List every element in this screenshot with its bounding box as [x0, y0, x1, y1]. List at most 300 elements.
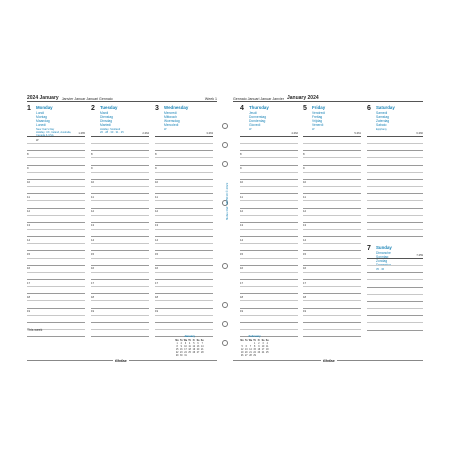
day-header: [367, 244, 423, 284]
day-translation: Mercoledì: [164, 123, 179, 128]
ruled-line: [240, 150, 298, 151]
calendar-day: 19: [240, 351, 244, 354]
hour-label: 10: [303, 180, 307, 185]
ruled-line: [91, 279, 149, 280]
hour-label: 15: [155, 251, 159, 256]
calendar-day: 6: [245, 345, 247, 348]
hour-label: 13: [155, 223, 159, 228]
day-column-friday[interactable]: [303, 104, 361, 314]
day-name-translations: [249, 111, 266, 127]
day-name: Wednesday: [164, 105, 189, 110]
ruled-line: [303, 336, 361, 337]
ruled-line: [91, 315, 149, 316]
ruled-line: [155, 179, 213, 180]
day-of-year-count: 5-361: [354, 132, 361, 135]
ruled-line: [303, 272, 361, 273]
ruled-line: [27, 136, 85, 137]
binder-hole: [222, 263, 228, 269]
hour-label: 9: [303, 166, 305, 171]
ruled-line: [240, 215, 298, 216]
this-week-label: This week: [27, 328, 43, 332]
calendar-day: 16: [180, 348, 183, 351]
ruled-line: [367, 322, 423, 323]
calendar-day: 23: [257, 351, 261, 354]
weekday-header: Tu: [179, 339, 183, 342]
day-number: 4: [240, 105, 244, 112]
calendar-day: 15: [253, 348, 256, 351]
hour-label: 13: [91, 223, 95, 228]
calendar-day: 25: [188, 351, 191, 354]
ruled-line: [303, 215, 361, 216]
binder-hole: [222, 302, 228, 308]
ruled-line: [240, 300, 298, 301]
hour-label: 18: [155, 294, 159, 299]
hour-label: 19: [303, 309, 307, 314]
day-of-year-count: 3-363: [206, 132, 213, 135]
hour-label: 9: [91, 166, 93, 171]
calendar-day: 29: [253, 355, 256, 358]
ruled-line: [27, 150, 85, 151]
ruled-line: [240, 222, 298, 223]
day-number: 6: [367, 105, 371, 112]
ruled-line: [91, 229, 149, 230]
calendar-day: 24: [261, 351, 265, 354]
weekday-header: Sa: [196, 339, 200, 342]
weekday-header: Th: [188, 339, 192, 342]
ruled-line: [240, 208, 298, 209]
day-column-tuesday[interactable]: [91, 104, 149, 314]
ruled-line: [240, 243, 298, 244]
ruled-line: [367, 229, 423, 230]
day-name-translations: [376, 111, 389, 127]
day-note: 35 · 36: [376, 268, 385, 271]
hour-label: 16: [240, 266, 244, 271]
calendar-day: 4: [189, 342, 191, 345]
day-name: Friday: [312, 105, 326, 110]
ruled-line: [303, 208, 361, 209]
calendar-day: 19: [192, 348, 196, 351]
ruled-line: [91, 157, 149, 158]
day-header: [27, 104, 85, 144]
ruled-line: [240, 329, 298, 330]
binder-hole: [222, 123, 228, 129]
day-translation: Sonntag: [376, 255, 389, 260]
weekday-header: Fr: [257, 339, 260, 342]
hour-label: 14: [27, 237, 31, 242]
ruled-line: [91, 243, 149, 244]
right-brand-logo: filofax: [323, 358, 335, 363]
ruled-line: [240, 186, 298, 187]
day-translation: Montag: [36, 115, 47, 120]
hour-label: 14: [240, 237, 244, 242]
ruled-line: [27, 272, 85, 273]
calendar-day: [265, 354, 269, 357]
ruled-line: [91, 150, 149, 151]
calendar-day: 27: [245, 355, 248, 358]
ruled-line: [91, 336, 149, 337]
calendar-day: 15: [175, 348, 179, 351]
ruled-line: [303, 150, 361, 151]
day-translation: Samstag: [376, 115, 390, 120]
hour-label: 17: [27, 280, 31, 285]
day-note: Holiday: Scotland 26 · 28 · 30 · 31 · 25: [100, 128, 124, 135]
day-header: [91, 104, 149, 144]
ruled-line: [155, 186, 213, 187]
ruled-line: [367, 150, 423, 151]
calendar-day: 11: [188, 345, 191, 348]
ruled-line: [240, 157, 298, 158]
calendar-day: 8: [254, 345, 256, 348]
calendar-day: 29: [175, 355, 179, 358]
day-note: W: [312, 128, 315, 131]
ruled-line: [240, 293, 298, 294]
calendar-day: 9: [258, 345, 260, 348]
hour-label: 16: [91, 266, 95, 271]
day-number: 7: [367, 245, 371, 252]
ruled-line: [303, 329, 361, 330]
calendar-day: 1: [254, 342, 256, 345]
weekday-header: Su: [200, 339, 204, 342]
day-translation: Zaterdag: [376, 119, 390, 124]
ruled-line: [303, 279, 361, 280]
ruled-line: [27, 186, 85, 187]
ruled-line: [91, 222, 149, 223]
ruled-line: [303, 300, 361, 301]
ruled-line: [155, 222, 213, 223]
ruled-line: [27, 265, 85, 266]
ruled-line: [155, 322, 213, 323]
calendar-day: 7: [249, 345, 252, 348]
ruled-line: [27, 143, 85, 144]
ruled-line: [367, 215, 423, 216]
calendar-day: 6: [197, 342, 199, 345]
ruled-line: [91, 250, 149, 251]
left-year-month: 2024 January: [27, 95, 59, 101]
ruled-line: [27, 229, 85, 230]
ruled-line: [155, 215, 213, 216]
ruled-line: [303, 236, 361, 237]
ruled-line: [27, 336, 85, 337]
ruled-line: [303, 143, 361, 144]
ruled-line: [303, 193, 361, 194]
day-of-year-count: 1-365: [78, 132, 85, 135]
ruled-line: [240, 308, 298, 309]
ruled-line: [240, 200, 298, 201]
ruled-line: [155, 229, 213, 230]
ruled-line: [303, 265, 361, 266]
ruled-line: [155, 143, 213, 144]
calendar-day: 20: [245, 351, 248, 354]
hour-label: 17: [240, 280, 244, 285]
calendar-day: 21: [200, 348, 204, 351]
ruled-line: [155, 193, 213, 194]
day-translation: Venerdì: [312, 123, 324, 128]
day-translation: Vendredi: [312, 111, 326, 115]
ruled-line: [27, 222, 85, 223]
calendar-day: 24: [184, 351, 187, 354]
day-column-wednesday[interactable]: [155, 104, 213, 314]
hour-label: 8: [91, 151, 93, 156]
day-translation: Mercredi: [164, 111, 177, 115]
hour-label: 8: [303, 151, 305, 156]
weekday-header: We: [248, 339, 253, 342]
weekday-header: We: [183, 339, 188, 342]
calendar-day: 18: [188, 348, 191, 351]
ruled-line: [27, 200, 85, 201]
weekday-header: Sa: [261, 339, 265, 342]
ruled-line: [303, 200, 361, 201]
ruled-line: [240, 136, 298, 137]
calendar-day: 3: [184, 342, 187, 345]
calendar-day: 12: [240, 348, 244, 351]
ruled-line: [303, 286, 361, 287]
ruled-line: [303, 136, 361, 137]
day-name-translations: [164, 111, 180, 127]
hour-label: 13: [303, 223, 307, 228]
ruled-line: [155, 172, 213, 173]
ruled-line: [367, 301, 423, 302]
day-column-sunday[interactable]: [367, 244, 423, 284]
ruled-line: [27, 157, 85, 158]
calendar-day: 26: [240, 355, 244, 358]
ruled-line: [155, 293, 213, 294]
hour-label: 15: [91, 251, 95, 256]
ruled-line: [240, 236, 298, 237]
ruled-line: [367, 136, 423, 137]
ruled-line: [303, 165, 361, 166]
weekday-header: Su: [265, 339, 269, 342]
ruled-line: [27, 308, 85, 309]
ruled-line: [303, 308, 361, 309]
hour-label: 16: [27, 266, 31, 271]
day-column-saturday[interactable]: [367, 104, 423, 144]
ruled-line: [367, 287, 423, 288]
hour-label: 18: [240, 294, 244, 299]
day-name-translations: [36, 111, 50, 127]
hour-label: 13: [27, 223, 31, 228]
ruled-line: [155, 208, 213, 209]
ruled-line: [27, 215, 85, 216]
day-translation: Dimanche: [376, 251, 391, 255]
calendar-day: 26: [192, 351, 196, 354]
ruled-line: [27, 300, 85, 301]
calendar-day: 28: [249, 355, 252, 358]
hour-label: 19: [91, 309, 95, 314]
hour-label: 17: [155, 280, 159, 285]
day-header: [240, 104, 298, 144]
calendar-day: 5: [193, 342, 195, 345]
hour-label: 19: [27, 309, 31, 314]
hour-label: 19: [240, 309, 244, 314]
day-translation: Zondag: [376, 259, 388, 264]
ruled-line: [155, 150, 213, 151]
ruled-line: [91, 186, 149, 187]
day-name-translations: [312, 111, 325, 127]
hour-label: 12: [27, 209, 31, 213]
ruled-line: [367, 222, 423, 223]
day-translation: Donderdag: [249, 119, 266, 124]
ruled-line: [367, 208, 423, 209]
hour-label: 14: [155, 237, 159, 242]
calendar-day: 21: [249, 351, 252, 354]
day-translation: Vrijdag: [312, 119, 323, 124]
hour-label: 18: [303, 294, 307, 299]
ruled-line: [27, 236, 85, 237]
calendar-day: 25: [265, 351, 269, 354]
ruled-line: [27, 172, 85, 173]
calendar-day: 31: [184, 355, 187, 358]
hour-label: 10: [155, 180, 159, 185]
ruled-line: [240, 315, 298, 316]
ruled-line: [367, 186, 423, 187]
right-year-month: January 2024: [286, 95, 319, 101]
ruled-line: [91, 200, 149, 201]
ruled-line: [27, 179, 85, 180]
ruled-line: [155, 243, 213, 244]
ruled-line: [240, 250, 298, 251]
ruled-line: [91, 208, 149, 209]
hour-label: 19: [155, 309, 159, 314]
ruled-line: [303, 179, 361, 180]
day-number: 3: [155, 105, 159, 112]
hour-label: 9: [27, 166, 29, 171]
ruled-line: [240, 322, 298, 323]
hour-label: 17: [303, 280, 307, 285]
day-translation: Donnerstag: [249, 115, 267, 120]
day-number: 5: [303, 105, 307, 112]
day-number: 1: [27, 105, 31, 112]
hour-label: 15: [240, 251, 244, 256]
calendar-day: 4: [266, 342, 268, 345]
ruled-line: [240, 172, 298, 173]
ruled-line: [367, 308, 423, 309]
calendar-day: 7: [201, 342, 203, 345]
day-translation: Maandag: [36, 119, 50, 124]
calendar-day: 14: [200, 345, 204, 348]
day-translation: Domenica: [376, 263, 391, 268]
calendar-day: 1: [176, 342, 178, 345]
day-of-year-count: 2-364: [142, 132, 149, 135]
day-translation: Dienstag: [100, 115, 114, 120]
calendar-day: 5: [241, 345, 243, 348]
day-column-thursday[interactable]: [240, 104, 298, 314]
ruled-line: [27, 193, 85, 194]
calendar-day: 30: [180, 355, 183, 358]
day-header: [303, 104, 361, 144]
day-header: [367, 104, 423, 144]
weekday-header: Mo: [175, 339, 179, 342]
hour-label: 18: [91, 294, 95, 299]
ruled-line: [27, 293, 85, 294]
ruled-line: [27, 315, 85, 316]
hour-label: 10: [27, 180, 31, 185]
day-name: Sunday: [376, 245, 392, 250]
hour-label: 16: [155, 266, 159, 271]
hour-label: 14: [303, 237, 307, 242]
day-of-year-count: 6-360: [416, 132, 423, 135]
hour-label: 12: [303, 209, 307, 213]
mini-calendar-title: January: [184, 334, 196, 338]
hour-label: 8: [240, 151, 242, 156]
ruled-line: [240, 265, 298, 266]
day-name: Saturday: [376, 105, 395, 110]
ruled-line: [367, 143, 423, 144]
ruled-line: [91, 265, 149, 266]
ruled-line: [303, 186, 361, 187]
ruled-line: [367, 315, 423, 316]
ruled-line: [27, 322, 85, 323]
ruled-line: [155, 258, 213, 259]
day-note: W: [164, 128, 167, 131]
ruled-line: [155, 265, 213, 266]
ruled-line: [27, 243, 85, 244]
calendar-day: 2: [180, 342, 182, 345]
left-month-translations: Janvier Januar Januari Gennaio: [61, 97, 113, 101]
ruled-line: [303, 222, 361, 223]
day-name: Thursday: [249, 105, 269, 110]
right-page-header: [233, 93, 423, 102]
ruled-line: [91, 143, 149, 144]
calendar-day: 10: [184, 345, 187, 348]
ruled-line: [155, 329, 213, 330]
calendar-day: 8: [176, 345, 178, 348]
day-column-monday[interactable]: [27, 104, 85, 314]
ruled-line: [367, 294, 423, 295]
weekday-header: Th: [253, 339, 257, 342]
weekday-header: Mo: [240, 339, 244, 342]
spine-reference: filofax Ref. 6805010 © 2023: [225, 182, 229, 220]
ruled-line: [91, 286, 149, 287]
hour-label: 10: [91, 180, 95, 185]
day-number: 2: [91, 105, 95, 112]
ruled-line: [27, 286, 85, 287]
ruled-line: [91, 215, 149, 216]
ruled-line: [91, 172, 149, 173]
calendar-day: 11: [266, 345, 269, 348]
hour-label: 18: [27, 294, 31, 299]
ruled-line: [303, 322, 361, 323]
calendar-day: 18: [265, 348, 269, 351]
calendar-day: 9: [180, 345, 182, 348]
calendar-day: 10: [261, 345, 265, 348]
day-translation: Woensdag: [164, 119, 180, 124]
ruled-line: [91, 308, 149, 309]
calendar-day: 16: [257, 348, 261, 351]
calendar-day: [200, 354, 204, 357]
ruled-line: [27, 279, 85, 280]
ruled-line: [240, 193, 298, 194]
ruled-line: [91, 136, 149, 137]
ruled-line: [155, 136, 213, 137]
hour-label: 8: [155, 151, 157, 156]
ruled-line: [240, 272, 298, 273]
hour-label: 17: [91, 280, 95, 285]
calendar-day: 14: [249, 348, 252, 351]
hour-label: 12: [155, 209, 159, 213]
day-translation: Samedi: [376, 111, 388, 115]
hour-label: 12: [240, 209, 244, 213]
day-translation: Lunedì: [36, 123, 47, 128]
weekday-header: Tu: [244, 339, 248, 342]
ruled-line: [155, 165, 213, 166]
day-note: New Year's Day Holiday: UK, Ireland, Australia, Canada & USA: [36, 128, 72, 138]
ruled-line: [303, 243, 361, 244]
ruled-line: [303, 250, 361, 251]
ruled-line: [240, 258, 298, 259]
ruled-line: [155, 300, 213, 301]
calendar-day: 28: [200, 351, 204, 354]
ruled-line: [303, 293, 361, 294]
